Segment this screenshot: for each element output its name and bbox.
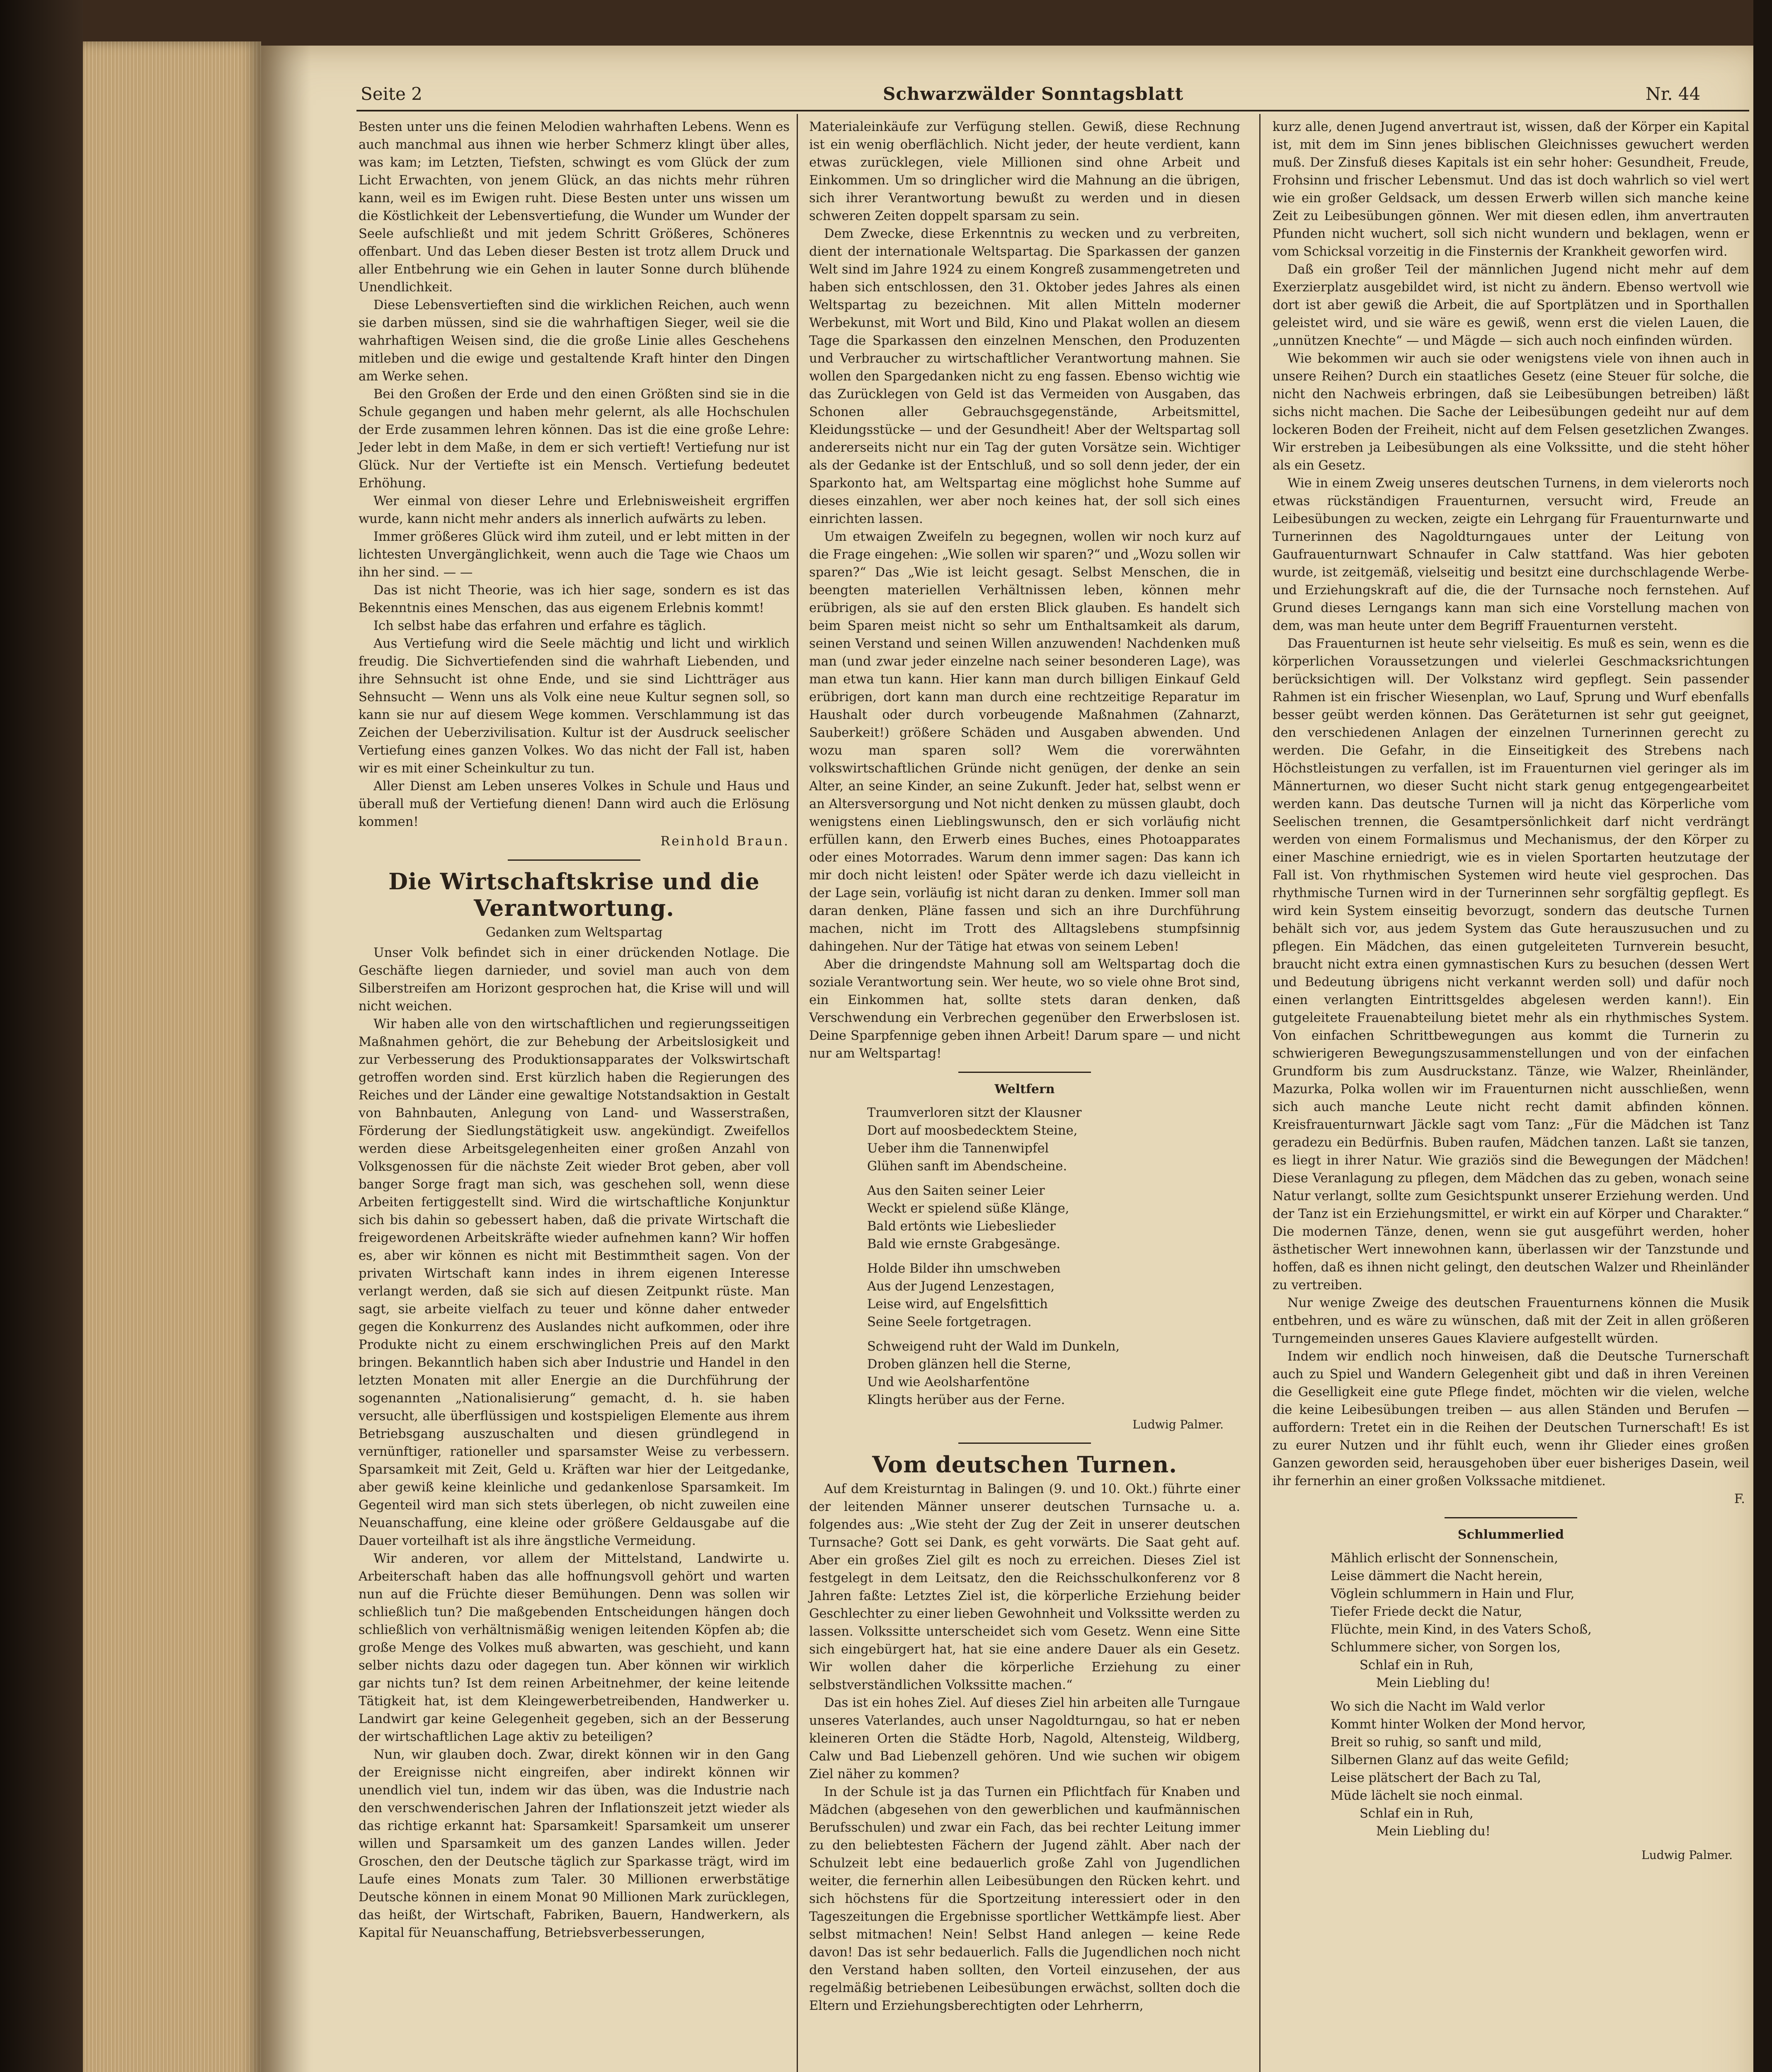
article-headline: Die Wirtschaftskrise und die Verantwortung. — [388, 868, 760, 921]
article-headline: Vom deutschen Turnen. — [872, 1451, 1177, 1478]
poem-line: Mählich erlischt der Sonnenschein, — [1331, 1551, 1559, 1566]
article-paragraph: Aller Dienst am Leben unseres Volkes in Schule und Haus und überall muß der Vertiefung dienen! Dann wird auch die Erlösung kommen! — [359, 779, 790, 829]
article-paragraph: Aber die dringendste Mahnung soll am Weltspartag doch die soziale Verantwortung sein. Wer heute, wo so viele ohne Brot sind, ein Einkommen hat, sollte stets daran denken, daß Verschwendung ein Verbrechen gegenüber den Erwerbslosen ist. Deine Sparpfennige geben ihnen Arbeit! Darum spare — und nicht nur am Weltspartag! — [809, 957, 1240, 1061]
article-paragraph: Dem Zwecke, diese Erkenntnis zu wecken und zu verbreiten, dient der internationale Weltspartag. Die Sparkassen der ganzen Welt sind im Jahre 1924 zu einem Kongreß zusammengetreten und haben sich entschlossen, den 31. Oktober jedes Jahres als einen Weltspartag zu bezeichnen. Mit allen Mitteln moderner Werbekunst, mit Wort und Bild, Kino und Plakat wollen an diesem Tage die Sparkassen den einzelnen Menschen, den Produzenten und Verbraucher zu wirtschaftlicher Verantwortung mahnen. Sie wollen den Spargedanken nicht zu eng fassen. Ebenso wichtig wie das Zurücklegen von Geld ist das Vermeiden von Ausgaben, das Schonen aller Gebrauchsgegenstände, Arbeitsmittel, Kleidungsstücke — und der Gesundheit! Aber der Weltspartag soll andererseits nicht nur ein Tag der guten Vorsätze sein. Wichtiger als der Gedanke ist der Entschluß, und so soll denn jeder, der ein Sparkonto hat, am Weltspartag eine möglichst hohe Summe auf dieses einzahlen, wer aber noch keines hat, der soll sich eines einrichten lassen. — [809, 227, 1240, 526]
article-signature: Reinhold Braun. — [660, 834, 790, 849]
article-paragraph: kurz alle, denen Jugend anvertraut ist, wissen, daß der Körper ein Kapital ist, mit dem im Sinn jenes biblischen Gleichnisses gewuchert werden muß. Der Zinsfuß dieses Kapitals ist ein sehr hoher: Gesundheit, Freude, Frohsinn und frischer Lebensmut. Und das ist doch wahrlich so viel wert wie ein großer Geldsack, um dessen Erwerb willen sich manche keine Zeit zu Leibesübungen gönnen. Wer mit diesen edlen, ihm anvertrauten Pfunden nicht wuchert, soll sich nicht wundern und beklagen, wenn er vom Schicksal vorzeitig in die Finsternis der Krankheit geworfen wird. — [1273, 120, 1749, 259]
background-strip — [1753, 0, 1772, 2072]
article-paragraph: Wir haben alle von den wirtschaftlichen und regierungsseitigen Maßnahmen gehört, die zur Behebung der Arbeitslosigkeit und zur Verbesserung des Produktionsapparates der Volkswirtschaft getroffen worden sind. Erst kürzlich haben die Regierungen des Reiches und der Länder eine gewaltige Notstandsaktion in Gestalt von Bahnbauten, Anlegung von Land- und Wasserstraßen, Förderung der Siedlungstätigkeit usw. angekündigt. Zweifellos werden diese Arbeitsgelegenheiten einer großen Anzahl von Volksgenossen für die nächste Zeit wieder Brot geben, aber voll banger Sorge fragt man sich, was geschehen soll, wenn diese Arbeiten fertiggestellt sind. Wird die wirtschaftliche Konjunktur sich bis dahin so gebessert haben, daß die private Wirtschaft die freigewordenen Arbeitskräfte wieder aufnehmen kann? Wir hoffen es, aber wir können es nicht mit Bestimmtheit sagen. Von der privaten Wirtschaft kann indes in ihrem eigenen Interesse verlangt werden, daß sie sich auf diesen Zeitpunkt rüste. Man sagt, sie arbeite vielfach zu teuer und könne daher entweder gegen die Konkurrenz des Auslandes nicht aufkommen, oder ihre Produkte nicht zu einem erschwinglichen Preis auf den Markt bringen. Bekanntlich haben sich aber Industrie und Handel in den letzten Monaten mit aller Energie an die Durchführung der sogenannten „Nationalisierung“ gemacht, d. h. sie haben versucht, alle überflüssigen und kostspieligen Elemente aus ihrem Betriebsgang auszuschalten und diesen gründlegend in vernünftiger, rationeller und sparsamster Weise zu verbessern. Sparsamkeit mit Zeit, Geld u. Kräften war hier der Leitgedanke, aber gewiß keine kleinliche und gedankenlose Sparsamkeit. Im Gegenteil wird man sich stets überlegen, ob nicht zuweilen eine Neuanschaffung, eine kleine oder größere Geldausgabe auf die Dauer vorteilhaft ist als ihre ängstliche Vermeidung. — [359, 1017, 790, 1548]
poem-line: Wo sich die Nacht im Wald verlor — [1331, 1699, 1545, 1714]
poem-stanza — [867, 1104, 1240, 1175]
poem-stanza — [1331, 1698, 1749, 1840]
column-separator — [797, 114, 798, 2072]
poem-line: Bald ertönts wie Liebeslieder — [867, 1219, 1056, 1234]
section-rule — [1445, 1517, 1577, 1518]
column-3 — [1273, 118, 1749, 1866]
poem-line: Dort auf moosbedecktem Steine, — [867, 1123, 1078, 1138]
article-paragraph: Bei den Großen der Erde und den einen Größten sind sie in die Schule gegangen und haben mehr gelernt, als alle Hochschulen der Erde zusammen lehren können. Das ist die eine große Lehre: Jeder lebt in dem Maße, in dem er sich vertieft! Vertiefung nur ist Glück. Nur der Vertiefte ist ein Mensch. Vertiefung bedeutet Erhöhung. — [359, 387, 790, 491]
poem-line: Ueber ihm die Tannenwipfel — [867, 1141, 1049, 1156]
poem-line: Schlaf ein in Ruh, — [1360, 1806, 1474, 1821]
poem-stanza — [867, 1260, 1240, 1331]
poem-author: Ludwig Palmer. — [1132, 1418, 1224, 1431]
article-paragraph: Besten unter uns die feinen Melodien wahrhaften Lebens. Wenn es auch manchmal aus ihnen wie herber Schmerz klingt über alles, was kam; im Letzten, Tiefsten, schwingt es vom Glück der zum Licht Erwachten, von jenem Glück, an das nichts mehr rühren kann, weil es im Ewigen ruht. Diese Besten unter uns wissen um die Köstlichkeit der Lebensvertiefung, die Wunder um Wunder der Seele aufschließt und mit jedem Schritt Größeres, Schöneres offenbart. Und das Leben dieser Besten ist trotz allem Druck und aller Entbehrung wie ein Gehen in lauter Sonne durch blühende Unendlichkeit. — [359, 120, 790, 295]
article-paragraph: Aus Vertiefung wird die Seele mächtig und licht und wirklich freudig. Die Sichvertiefenden sind die wahrhaft Liebenden, und ihre Sehnsucht ist ohne Ende, und sie sind Lichtträger aus Sehnsucht — Wenn uns als Volk eine neue Kultur segnen soll, so kann sie nur auf diesem Wege kommen. Verschlammung ist das Zeichen der Ueberzivilisation. Kultur ist der Ausdruck seelischer Vertiefung eines ganzen Volkes. Wo das nicht der Fall ist, haben wir es mit einer Scheinkultur zu tun. — [359, 637, 790, 776]
poem-line: Klingts herüber aus der Ferne. — [867, 1393, 1065, 1407]
issue-number: Nr. 44 — [1646, 84, 1701, 104]
book-binding — [0, 0, 83, 2072]
poem-stanza — [867, 1182, 1240, 1253]
newspaper-title: Schwarzwälder Sonntagsblatt — [883, 84, 1184, 104]
poem-line: Mein Liebling du! — [1376, 1676, 1491, 1690]
author-initial: F. — [1734, 1492, 1745, 1506]
article-paragraph: Das ist ein hohes Ziel. Auf dieses Ziel hin arbeiten alle Turngaue unseres Vaterlandes, auch unser Nagoldturngau, so hat er neben kleineren Orten die Städte Horb, Nagold, Altensteig, Wildberg, Calw und Bad Liebenzell gehören. Und wie suchen wir obigem Ziel näher zu kommen? — [809, 1696, 1240, 1782]
poem-line: Schweigend ruht der Wald im Dunkeln, — [867, 1339, 1120, 1354]
poem-line: Leise dämmert die Nacht herein, — [1331, 1569, 1543, 1583]
article-paragraph: Immer größeres Glück wird ihm zuteil, und er lebt mitten in der lichtesten Unvergänglichkeit, wenn auch die Tage wie Chaos um ihn her sind. — — — [359, 530, 790, 580]
poem-line: Traumverloren sitzt der Klausner — [867, 1106, 1082, 1120]
article-paragraph: In der Schule ist ja das Turnen ein Pflichtfach für Knaben und Mädchen (abgesehen von den gewerblichen und kaufmännischen Berufsschulen) und zwar ein Fach, das bei rechter Leitung immer zu den beliebtesten Fächern der Jugend zählt. Aber nach der Schulzeit lebt eine bedauerlich große Zahl von Jugendlichen weiter, die fernerhin allen Leibesübungen den Rücken kehrt. und sich höchstens für die Sportzeitung interessiert oder in den Tageszeitungen die Ergebnisse sportlicher Wettkämpfe liest. Aber selbst mitmachen! Nein! Selbst Hand anlegen — keine Rede davon! Das ist sehr bedauerlich. Falls die Jugendlichen noch nicht den Verstand haben sollten, den Vorteil einzusehen, der aus regelmäßig betriebenen Leibesübungen erwächst, sollten doch die Eltern und Erziehungsberechtigten oder Lehrherrn, — [809, 1785, 1240, 2013]
section-rule — [958, 1072, 1091, 1073]
poem-line: Kommt hinter Wolken der Mond hervor, — [1331, 1717, 1586, 1732]
poem-stanza — [867, 1338, 1240, 1409]
article-paragraph: Ich selbst habe das erfahren und erfahre es täglich. — [373, 619, 706, 633]
poem-line: Silbernen Glanz auf das weite Gefild; — [1331, 1753, 1569, 1767]
article-paragraph: Das ist nicht Theorie, was ich hier sage, sondern es ist das Bekenntnis eines Menschen, das aus eigenem Erlebnis kommt! — [359, 583, 790, 615]
article-paragraph: Wer einmal von dieser Lehre und Erlebnisweisheit ergriffen wurde, kann nicht mehr anders als innerlich aufwärts zu leben. — [359, 494, 790, 526]
poem — [867, 1104, 1240, 1409]
poem-line: Leise wird, auf Engelsfittich — [867, 1297, 1048, 1312]
poem-author: Ludwig Palmer. — [1641, 1848, 1733, 1862]
article-paragraph: Wie in einem Zweig unseres deutschen Turnens, in dem vielerorts noch etwas rückständigen Frauenturnen, versucht wird, Freude an Leibesübungen zu wecken, zeigte ein Lehrgang für Frauenturnwarte und Turnerinnen des Nagoldturngaues unter der Leitung von Gaufrauenturnwart Schnaufer in Calw stattfand. Was hier geboten wurde, ist zeitgemäß, vielseitig und besitzt eine durchschlagende Werbe- und Erziehungskraft auf die, die der Turnsache noch fernstehen. Auf Grund dieses Lerngangs kann man sich eine Vorstellung machen von dem, was man heute unter dem Begriff Frauenturnen versteht. — [1273, 476, 1749, 633]
article-subheadline: Gedanken zum Weltspartag — [485, 925, 663, 940]
poem-line: Flüchte, mein Kind, in des Vaters Schoß, — [1331, 1622, 1592, 1637]
column-1 — [359, 118, 790, 1942]
poem-line: Droben glänzen hell die Sterne, — [867, 1357, 1071, 1372]
poem-line: Weckt er spielend süße Klänge, — [867, 1201, 1069, 1216]
article-paragraph: Materialeinkäufe zur Verfügung stellen. Gewiß, diese Rechnung ist ein wenig oberflächlich. Nicht jeder, der heute verdient, kann etwas zurücklegen, viele Millionen sind ohne Arbeit und Einkommen. Um so dringlicher wird die Mahnung an die übrigen, sich ihrer Verantwortung bewußt zu werden und in diesen schweren Zeiten doppelt sparsam zu sein. — [809, 120, 1240, 223]
newspaper-page — [261, 46, 1753, 2072]
article-paragraph: Unser Volk befindet sich in einer drückenden Notlage. Die Geschäfte liegen darnieder, und soviel man auch von dem Silberstreifen am Horizont gesprochen hat, die Krise will und will nicht weichen. — [359, 946, 790, 1014]
article-paragraph: Indem wir endlich noch hinweisen, daß die Deutsche Turnerschaft auch zu Spiel und Wandern Gelegenheit gibt und daß in ihren Vereinen die Geselligkeit eine gute Pflege findet, möchten wir die vielen, welche die keine Leibesübungen treiben — aus allen Ständen und Berufen — auffordern: Tretet ein in die Reihen der Deutschen Turnerschaft! Es ist zu eurer Nutzen und ihr fühlt euch, wenn ihr Glieder eines großen Ganzen geworden seid, herausgehoben über euer bisheriges Dasein, weil ihr fernerhin an einer großen Volkssache mitdienet. — [1273, 1349, 1749, 1489]
poem-line: Schlaf ein in Ruh, — [1360, 1658, 1474, 1673]
gutter-shadow — [261, 46, 311, 2072]
column-separator — [1259, 114, 1261, 2072]
article-paragraph: Wir anderen, vor allem der Mittelstand, Landwirte u. Arbeiterschaft haben das alle hoffnungsvoll gehört und warten nun auf die Früchte dieser Bemühungen. Denn was sollen wir schließlich tun? Die maßgebenden Entscheidungen hängen doch schließlich von verhältnismäßig wenigen leitenden Köpfen ab; die große Menge des Volkes muß abwarten, was geschieht, und kann selber nichts dazu oder dagegen tun. Aber können wir wirklich gar nichts tun? Ist dem reinen Arbeitnehmer, der keine leitende Tätigkeit hat, ist dem Kleingewerbetreibenden, Handwerker u. Landwirt gar keine Gelegenheit gegeben, sich an der Besserung der wirtschaftlichen Lage aktiv zu beteiligen? — [359, 1552, 790, 1744]
column-2 — [809, 118, 1240, 2015]
poem-line: Aus den Saiten seiner Leier — [867, 1184, 1045, 1198]
page-number: Seite 2 — [361, 84, 422, 104]
article-paragraph: Nur wenige Zweige des deutschen Frauenturnens können die Musik entbehren, und es wäre zu wünschen, daß mit der Zeit in allen größeren Turngemeinden unseres Gaues Klaviere aufgestellt würden. — [1273, 1296, 1749, 1346]
poem-title: Weltfern — [994, 1082, 1055, 1097]
poem-line: Tiefer Friede deckt die Natur, — [1331, 1605, 1522, 1619]
poem-line: Bald wie ernste Grabgesänge. — [867, 1237, 1061, 1251]
poem-line: Müde lächelt sie noch einmal. — [1331, 1789, 1523, 1803]
article-paragraph: Daß ein großer Teil der männlichen Jugend nicht mehr auf dem Exerzierplatz ausgebildet wird, ist nicht zu ändern. Ebenso wertvoll wie dort ist aber gewiß die Arbeit, die auf Sportplätzen und in Sporthallen geleistet wird, und sie wäre es gewiß, wenn erst die vielen Lauen, die „unnützen Knechte“ — und Mägde — sich auch noch einfinden würden. — [1273, 262, 1749, 348]
poem-line: Leise plätschert der Bach zu Tal, — [1331, 1771, 1542, 1785]
article-paragraph: Diese Lebensvertieften sind die wirklichen Reichen, auch wenn sie darben müssen, sind sie die wahrhaftigen Sieger, weil sie die wahrhaftigen Weisen sind, die die große Linie alles Geschehens mitleben und die ewige und gestaltende Kraft hinter den Dingen am Werke sehen. — [359, 298, 790, 384]
article-paragraph: Das Frauenturnen ist heute sehr vielseitig. Es muß es sein, wenn es die körperlichen Voraussetzungen und vielerlei Geschmacksrichtungen berücksichtigen will. Der Volkstanz wird gepflegt. Sein passender Rahmen ist ein frischer Wiesenplan, wo Lauf, Sprung und Wurf ebenfalls besser geübt werden können. Das Geräteturnen ist sehr gut geeignet, den verschiedenen Anlagen der einzelnen Turnerinnen gerecht zu werden. Die Gefahr, in die Einseitigkeit des Strebens nach Höchstleistungen zu verfallen, ist im Frauenturnen viel geringer als im Männerturnen, wo dieser Sucht nicht stark genug entgegengearbeitet werden kann. Das deutsche Turnen will ja nicht das Körperliche vom Seelischen trennen, die Gesamtpersönlichkeit darf nicht verdrängt werden von einem Formalismus und Mechanismus, der den Körper zu einer Maschine erniedrigt, wie es in vielen Sportarten heutzutage der Fall ist. Von rhythmischen Systemen wird heute viel gesprochen. Das rhythmische Turnen wird in der Turnerinnen sehr sorgfältig gepflegt. Es wird kein System einseitig bevorzugt, sondern das deutsche Turnen behält sich vor, aus jedem System das Gute herauszusuchen und zu pflegen. Ein Mädchen, das einen gutgeleiteten Turnverein besucht, braucht nicht extra einen gymnastischen Kurs zu besuchen (dessen Wert und Bedeutung übrigens nicht verkannt werden soll) und dafür noch einen verlangten Eintrittsgeldes abgelesen werden kann!). Ein gutgeleitete Frauenabteilung bietet mehr als ein rhythmisches System. Von einfachen Schrittbewegungen aus kommt die Turnerin zu schwierigeren Bewegungszusammenstellungen und von der einfachen Grundform bis zum Ausdruckstanz. Tänze, wie Walzer, Rheinländer, Mazurka, Polka wollen wir im Frauenturnen nicht ausschließen, wenn sich auch manche Leute nicht recht damit abfinden können. Kreisfrauenturnwart Jäckle sagt vom Tanz: „Für die Mädchen ist Tanz geradezu ein Bedürfnis. Buben raufen, Mädchen tanzen. Laßt sie tanzen, es liegt in ihrer Natur. Wie graziös sind die Bewegungen der Mädchen! Diese Veranlagung zu pflegen, dem Mädchen das zu geben, wonach seine Natur verlangt, sollte zum Gesichtspunkt unserer Erziehung werden. Und der Tanz ist ein Erziehungsmittel, er wirkt ein auf Körper und Charakter.“ Die modernen Tänze, denen, wenn sie gut ausgeführt werden, hoher ästhetischer Wert innewohnen kann, überlassen wir der Tanzstunde und hoffen, daß es ihnen nicht gelingt, den deutschen Walzer und Rheinländer zu vertreiben. — [1273, 637, 1749, 1293]
article-paragraph: Wie bekommen wir auch sie oder wenigstens viele von ihnen auch in unsere Reihen? Durch ein staatliches Gesetz (eine Steuer für solche, die nicht den Nachweis erbringen, daß sie Leibesübungen betreiben) läßt sichs nicht machen. Die Sache der Leibesübungen gedeiht nur auf dem lockeren Boden der Freiheit, nicht auf dem Felsen gesetzlichen Zwanges. Wir erstreben ja Leibesübungen als eine Volkssitte, und die steht höher als ein Gesetz. — [1273, 351, 1749, 473]
section-rule — [958, 1443, 1091, 1444]
article-paragraph: Um etwaigen Zweifeln zu begegnen, wollen wir noch kurz auf die Frage eingehen: „Wie sollen wir sparen?“ und „Wozu sollen wir sparen?“ Das „Wie ist leicht gesagt. Selbst Menschen, die in beengten materiellen Verhältnissen leben, können mehr erübrigen, als sie auf den ersten Blick glauben. Es handelt sich beim Sparen meist nicht so sehr um Enthaltsamkeit als darum, seinen Verstand und seinen Willen anzuwenden! Nachdenken muß man (und zwar jeder einzelne nach seiner besonderen Lage), was man etwa tun kann. Hier kann man durch billigen Einkauf Geld erübrigen, dort kann man durch eine rechtzeitige Reparatur im Haushalt oder durch vorbeugende Maßnahmen (Zahnarzt, Sauberkeit!) größere Schäden und Ausgaben abwenden. Und wozu man sparen soll? Wem die vorerwähnten volkswirtschaftlichen Gründe nicht genügen, der denke an sein Alter, an seine Kinder, an seine Zukunft. Jeder hat, selbst wenn er an Altersversorgung und Not nicht denken zu müssen glaubt, doch wenigstens einen Lieblingswunsch, den er sich vorläufig nicht erfüllen kann, den Erwerb eines Buches, eines Photoapparates oder eines Motorrades. Warum denn immer sagen: Das kann ich mir doch nicht leisten! oder Später werde ich dazu vielleicht in der Lage sein, vorläufig ist nicht daran zu denken. Immer soll man daran denken, Pläne fassen und sich an ihre Durchführung machen, nicht im Trott des Alltagslebens stumpfsinnig dahingehen. Nur der Tätige hat etwas von seinem Leben! — [809, 530, 1240, 954]
poem-line: Mein Liebling du! — [1376, 1824, 1491, 1839]
poem-line: Vöglein schlummern in Hain und Flur, — [1331, 1587, 1575, 1601]
poem-line: Holde Bilder ihn umschweben — [867, 1261, 1061, 1276]
header-rule — [356, 110, 1749, 111]
section-rule — [508, 859, 640, 861]
poem-line: Seine Seele fortgetragen. — [867, 1315, 1032, 1329]
page-block-edge — [83, 41, 261, 2072]
poem — [1331, 1549, 1749, 1840]
poem-title: Schlummerlied — [1457, 1527, 1564, 1542]
poem-line: Glühen sanft im Abendscheine. — [867, 1159, 1067, 1174]
poem-line: Und wie Aeolsharfentöne — [867, 1375, 1030, 1389]
poem-line: Schlummere sicher, von Sorgen los, — [1331, 1640, 1561, 1655]
article-paragraph: Auf dem Kreisturntag in Balingen (9. und 10. Okt.) führte einer der leitenden Männer unserer deutschen Turnsache u. a. folgendes aus: „Wie steht der Zug der Zeit in unserer deutschen Turnsache? Gott sei Dank, es geht vorwärts. Die Saat geht auf. Aber ein großes Ziel gilt es noch zu erreichen. Dieses Ziel ist festgelegt in dem Leitsatz, den die Reichsschulkonferenz vor 8 Jahren faßte: Letztes Ziel ist, die körperliche Erziehung beider Geschlechter zu einer lieben Gewohnheit und Volkssitte werden zu lassen. Volkssitte unterscheidet sich vom Gesetz. Wenn eine Sitte sich eingebürgert hat, hat sie eine andere Dauer als ein Gesetz. Wir wollen daher die körperliche Erziehung zu einer selbstverständlichen Volkssitte machen.“ — [809, 1482, 1240, 1692]
poem-stanza — [1331, 1549, 1749, 1692]
poem-line: Breit so ruhig, so sanft und mild, — [1331, 1735, 1542, 1750]
article-paragraph: Nun, wir glauben doch. Zwar, direkt können wir in den Gang der Ereignisse nicht eingreifen, aber indirekt können wir unendlich viel tun, indem wir das üben, was die Industrie nach den verschwenderischen Jahren der Inflationszeit jetzt wieder als das richtige erkannt hat: Sparsamkeit! Sparsamkeit um unserer willen und Sparsamkeit um des ganzen Landes willen. Jeder Groschen, den der Deutsche täglich zur Sparkasse trägt, wird im Laufe eines Monats zum Taler. 30 Millionen erwerbstätige Deutsche können in einem Monat 90 Millionen Mark zurücklegen, das heißt, der Wirtschaft, Fabriken, Bauern, Handwerkern, als Kapital für Neuanschaffung, Betriebsverbesserungen, — [359, 1748, 790, 1940]
poem-line: Aus der Jugend Lenzestagen, — [867, 1279, 1055, 1294]
